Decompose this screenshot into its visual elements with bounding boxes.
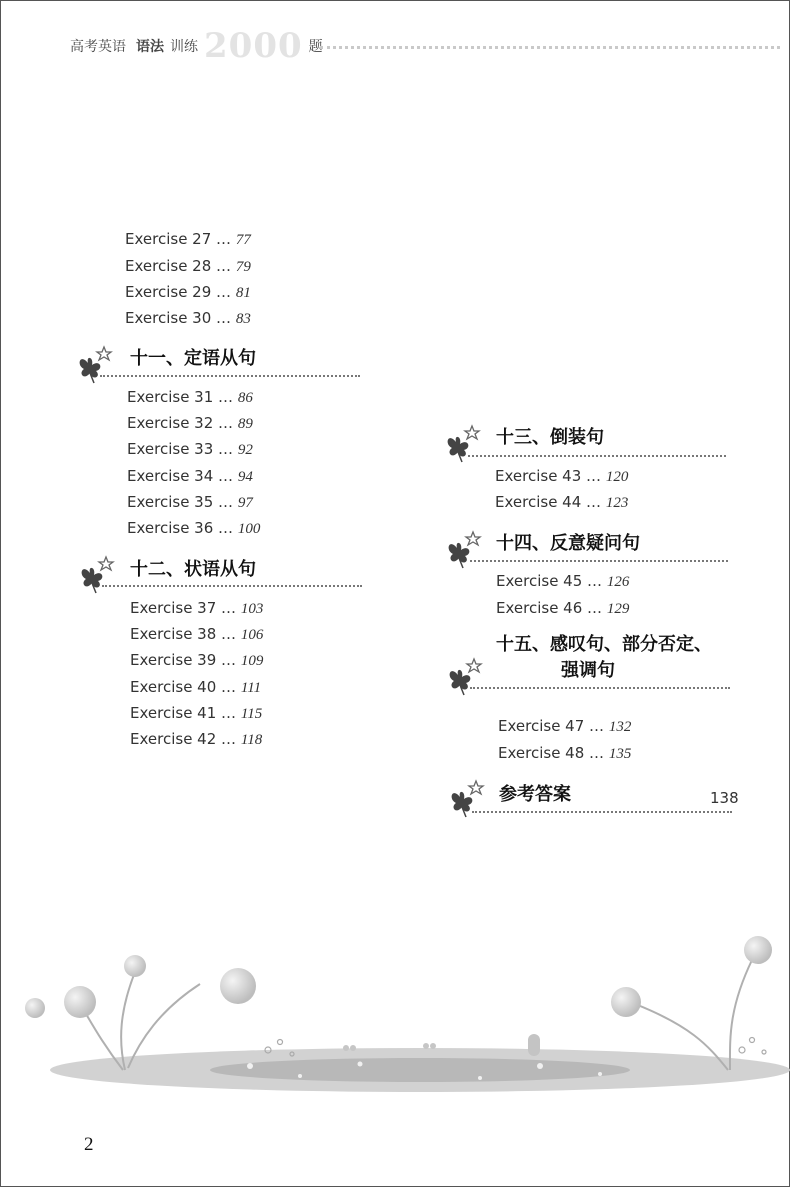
section-title[interactable]: 十四、反意疑问句: [496, 533, 640, 554]
page-number: 2: [84, 1134, 94, 1155]
toc-entry[interactable]: Exercise 27 … 77: [125, 230, 251, 248]
section-title[interactable]: 十一、定语从句: [130, 348, 256, 369]
section-title[interactable]: 参考答案: [499, 784, 571, 805]
leaf-ornament-icon: [446, 777, 494, 821]
section-dotted-rule: [102, 585, 362, 587]
section-title[interactable]: 十三、倒装句: [496, 427, 604, 448]
section-dotted-rule: [470, 560, 728, 562]
toc-entry[interactable]: Exercise 40 … 111: [130, 678, 262, 696]
answers-page-number: 138: [710, 789, 739, 807]
toc-entry[interactable]: Exercise 42 … 118: [130, 730, 263, 748]
section-dotted-rule: [470, 687, 730, 689]
toc-entry[interactable]: Exercise 46 … 129: [496, 599, 630, 617]
header-title-part2: 训练: [170, 39, 198, 55]
running-header: [70, 26, 323, 66]
toc-entry[interactable]: Exercise 36 … 100: [127, 519, 261, 537]
toc-entry[interactable]: Exercise 29 … 81: [125, 283, 251, 301]
header-title-part3: 题: [308, 39, 323, 55]
leaf-ornament-icon: [444, 655, 492, 699]
section-dotted-rule: [472, 811, 732, 813]
leaf-ornament-icon: [74, 343, 122, 387]
leaf-ornament-icon: [76, 553, 124, 597]
toc-entry[interactable]: Exercise 45 … 126: [496, 572, 630, 590]
toc-entry[interactable]: Exercise 44 … 123: [495, 493, 629, 511]
toc-entry[interactable]: Exercise 33 … 92: [127, 440, 253, 458]
section-title-line2[interactable]: 强调句: [561, 660, 615, 681]
section-dotted-rule: [468, 455, 726, 457]
header-dotted-rule: [320, 46, 780, 49]
section-title[interactable]: 十二、状语从句: [130, 559, 256, 580]
toc-entry[interactable]: Exercise 34 … 94: [127, 467, 253, 485]
toc-entry[interactable]: Exercise 32 … 89: [127, 414, 253, 432]
toc-entry[interactable]: Exercise 31 … 86: [127, 388, 253, 406]
toc-entry[interactable]: Exercise 38 … 106: [130, 625, 264, 643]
toc-entry[interactable]: Exercise 30 … 83: [125, 309, 251, 327]
section-dotted-rule: [100, 375, 360, 377]
toc-entry[interactable]: Exercise 41 … 115: [130, 704, 263, 722]
header-title-part1: 高考英语: [70, 39, 126, 55]
toc-entry[interactable]: Exercise 47 … 132: [498, 717, 632, 735]
section-title-line1[interactable]: 十五、感叹句、部分否定、: [496, 634, 712, 655]
header-number: 2000: [204, 26, 303, 66]
toc-entry[interactable]: Exercise 39 … 109: [130, 651, 264, 669]
toc-entry[interactable]: Exercise 28 … 79: [125, 257, 251, 275]
toc-entry[interactable]: Exercise 48 … 135: [498, 744, 632, 762]
toc-entry[interactable]: Exercise 43 … 120: [495, 467, 629, 485]
toc-entry[interactable]: Exercise 37 … 103: [130, 599, 264, 617]
toc-entry[interactable]: Exercise 35 … 97: [127, 493, 253, 511]
header-title-bold: 语法: [136, 39, 164, 55]
leaf-ornament-icon: [442, 422, 490, 466]
decorative-landscape-illustration: [0, 920, 790, 1120]
leaf-ornament-icon: [443, 528, 491, 572]
